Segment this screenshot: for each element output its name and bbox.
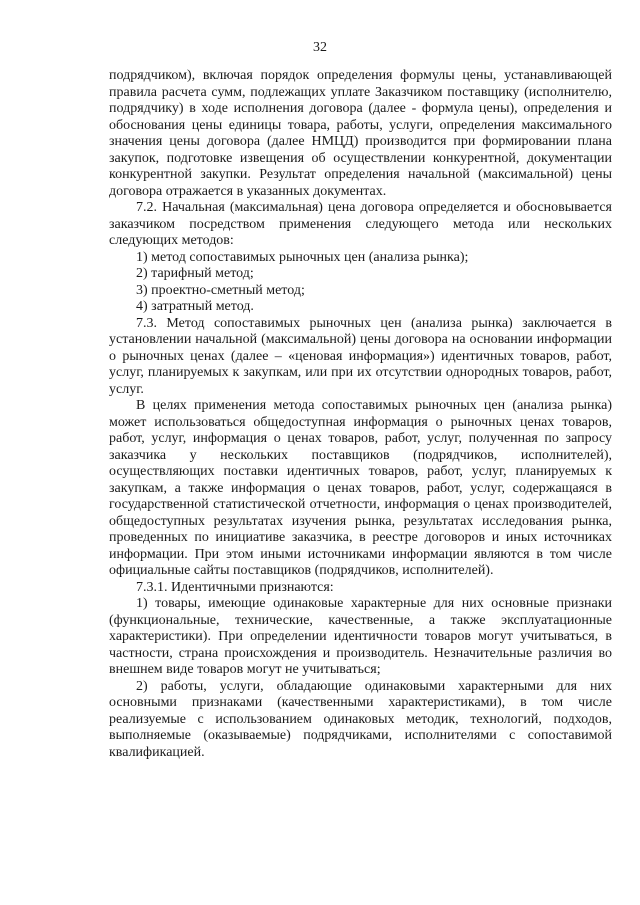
paragraph-market-info: В целях применения метода сопоставимых рыночных цен (анализа рынка) может использоваться общедоступная информация о рыночных ценах товаров, работ, услуг, информация о ценах товаров, работ, услуг, полученная по запросу заказчика у нескольких поставщиков (подрядчиков, исполнителей), осуществляющих поставки идентичных товаров, работ, услуг, планируемых к закупкам, а также информация о ценах товаров, работ, услуг, содержащаяся в государственной статистической отчетности, информация о ценах производителей, общедоступных результатах изучения рынка, результатах исследования рынка, проведенных по инициативе заказчика, в реестре договоров и иных источниках информации. При этом иными источниками информации являются в том числе официальные сайты поставщиков (подрядчиков, исполнителей).: [109, 398, 612, 578]
paragraph-7-2: 7.2. Начальная (максимальная) цена договора определяется и обосновывается заказчиком посредством применения следующего метода или нескольких следующих методов:: [109, 200, 612, 248]
paragraph-continuation: подрядчиком), включая порядок определения формулы цены, устанавливающей правила расчета сумм, подлежащих уплате Заказчиком поставщику (исполнителю, подрядчику) в ходе исполнения договора (далее - формула цены), определения и обоснования цены единицы товара, работы, услуги, определения максимального значения цены договора (далее НМЦД) производится при формировании плана закупок, подготовке извещения об осуществлении конкурентной, документации конкурентной закупки. Результат определения начальной (максимальной) цены договора отражается в указанных документах.: [109, 68, 612, 199]
paragraph-7-3-1: 7.3.1. Идентичными признаются:: [136, 579, 334, 595]
method-list-item-2: 2) тарифный метод;: [136, 266, 254, 281]
page-number: 32: [313, 40, 327, 55]
method-list-item-4: 4) затратный метод.: [136, 299, 254, 314]
identical-goods-item: 1) товары, имеющие одинаковые характерные для них основные признаки (функциональные, технические, качественные, а также эксплуатационные характеристики). При определении идентичности товаров могут учитываться, в частности, страна происхождения и производитель. Незначительные различия во внешнем виде товаров могут не учитываться;: [109, 596, 612, 677]
paragraph-7-3: 7.3. Метод сопоставимых рыночных цен (анализа рынка) заключается в установлении начальной (максимальной) цены договора на основании информации о рыночных ценах (далее – «ценовая информация») идентичных товаров, работ, услуг, планируемых к закупкам, или при их отсутствии однородных товаров, работ, услуг.: [109, 315, 612, 397]
method-list-item-1: 1) метод сопоставимых рыночных цен (анализа рынка);: [136, 249, 469, 265]
document-body: [109, 68, 612, 761]
method-list-item-3: 3) проектно-сметный метод;: [136, 282, 305, 298]
identical-works-item: 2) работы, услуги, обладающие одинаковыми характерными для них основными признаками (качественными характеристиками), в том числе реализуемые с использованием одинаковых методик, технологий, подходов, выполняемые (оказываемые) подрядчиками, исполнителями с сопоставимой квалификацией.: [109, 678, 612, 760]
